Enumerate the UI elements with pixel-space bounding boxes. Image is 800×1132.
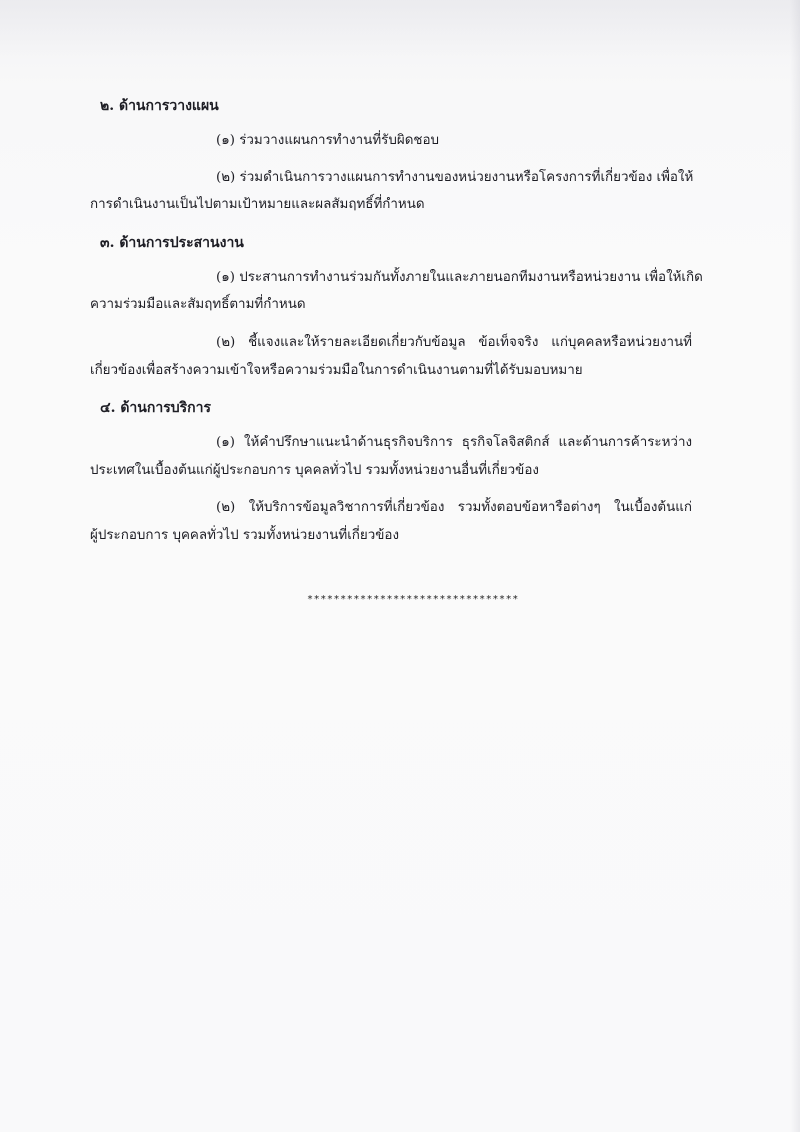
scan-shading [0,0,800,60]
service-item-1-line-1: (๑) ให้คำปรึกษาแนะนำด้านธุรกิจบริการ ธุรกิจโลจิสติกส์ และด้านการค้าระหว่าง [216,435,692,450]
service-item-2-line-2: ผู้ประกอบการ บุคคลทั่วไป รวมทั้งหน่วยงานที่เกี่ยวข้อง [90,528,399,543]
planning-item-2-line-2: การดำเนินงานเป็นไปตามเป้าหมายและผลสัมฤทธิ์ที่กำหนด [90,197,425,212]
coordination-item-2-line-2: เกี่ยวข้องเพื่อสร้างความเข้าใจหรือความร่วมมือในการดำเนินงานตามที่ได้รับมอบหมาย [90,363,583,378]
planning-item-2-line-1: (๒) ร่วมดำเนินการวางแผนการทำงานของหน่วยงานหรือโครงการที่เกี่ยวข้อง เพื่อให้ [216,170,694,185]
service-item-1-line-2: ประเทศในเบื้องต้นแก่ผู้ประกอบการ บุคคลทั่วไป รวมทั้งหน่วยงานอื่นที่เกี่ยวข้อง [90,463,539,478]
coordination-item-1-line-2: ความร่วมมือและสัมฤทธิ์ตามที่กำหนด [90,297,306,312]
end-separator: ******************************** [307,594,519,605]
coordination-item-2-line-1: (๒) ชี้แจงและให้รายละเอียดเกี่ยวกับข้อมูล ข้อเท็จจริง แก่บุคคลหรือหน่วยงานที่ [216,335,692,350]
service-item-2-line-1: (๒) ให้บริการข้อมูลวิชาการที่เกี่ยวข้อง รวมทั้งตอบข้อหารือต่างๆ ในเบื้องต้นแก่ [216,500,692,515]
section-heading-planning: ๒. ด้านการวางแผน [100,98,219,114]
scan-edge [790,0,800,1132]
section-heading-service: ๔. ด้านการบริการ [100,400,211,416]
section-heading-coordination: ๓. ด้านการประสานงาน [100,235,244,251]
planning-item-1: (๑) ร่วมวางแผนการทำงานที่รับผิดชอบ [216,133,440,148]
coordination-item-1-line-1: (๑) ประสานการทำงานร่วมกันทั้งภายในและภายนอกทีมงานหรือหน่วยงาน เพื่อให้เกิด [216,270,703,285]
